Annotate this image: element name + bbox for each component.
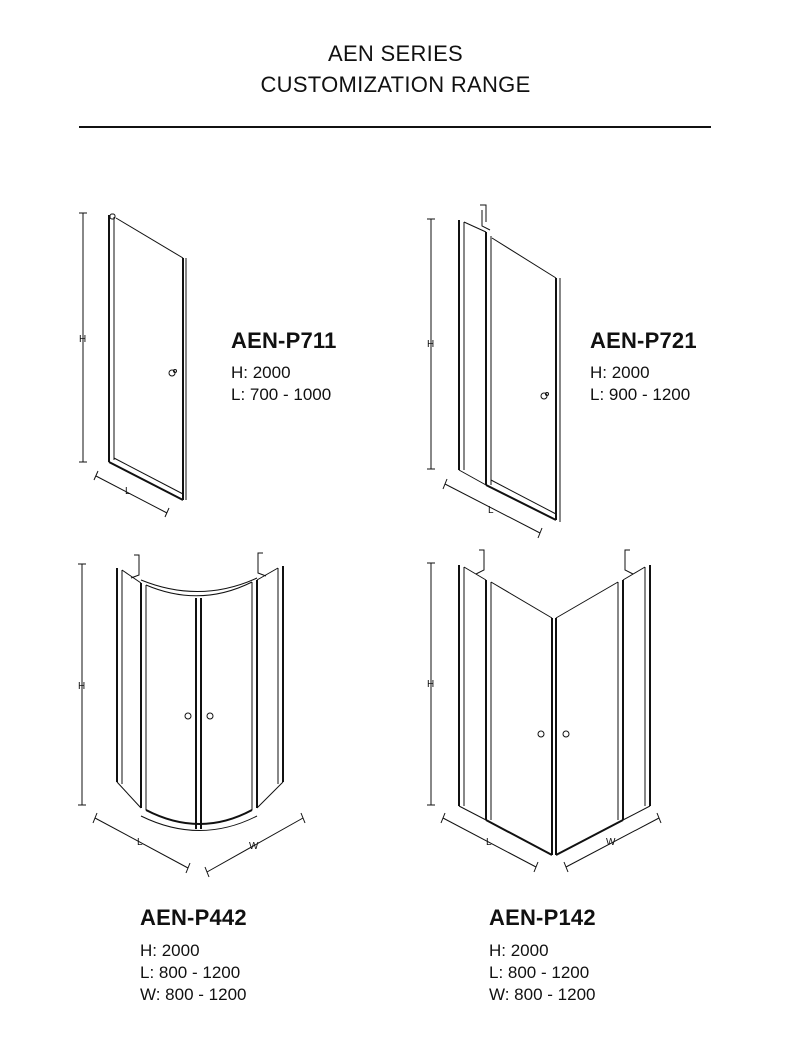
spec-height: H: 2000: [140, 941, 200, 960]
height-label-p711: H: [79, 334, 87, 345]
spec-height: H: 2000: [590, 363, 650, 382]
specs-aen-p711: [231, 362, 331, 406]
page-title-line-1: AEN SERIES: [327, 41, 464, 66]
model-name-aen-p142: AEN-P142: [489, 905, 596, 930]
spec-length: L: 800 - 1200: [489, 963, 590, 982]
height-label-p142: H: [427, 679, 435, 690]
height-label-p442: H: [78, 681, 86, 692]
drawing-aen-p442: [78, 553, 305, 877]
page-title-line-2: CUSTOMIZATION RANGE: [260, 72, 531, 97]
length-label-p142: L: [486, 837, 492, 848]
width-label-p442: W: [249, 841, 259, 852]
spec-length: L: 900 - 1200: [590, 385, 691, 404]
spec-length: L: 700 - 1000: [231, 385, 332, 404]
spec-height: H: 2000: [231, 363, 291, 382]
length-label-p442: L: [137, 837, 143, 848]
spec-width: W: 800 - 1200: [140, 985, 247, 1004]
specs-aen-p142: [489, 940, 595, 1006]
spec-height: H: 2000: [489, 941, 549, 960]
spec-length: L: 800 - 1200: [140, 963, 241, 982]
model-name-aen-p721: AEN-P721: [590, 328, 697, 353]
length-label-p721: L: [488, 505, 494, 516]
height-label-p721: H: [427, 339, 435, 350]
specs-aen-p442: [140, 940, 246, 1006]
specs-aen-p721: [590, 362, 690, 406]
model-name-aen-p442: AEN-P442: [140, 905, 247, 930]
drawing-aen-p721: [427, 205, 560, 538]
length-label-p711: L: [125, 486, 131, 497]
width-label-p142: W: [606, 837, 616, 848]
spec-width: W: 800 - 1200: [489, 985, 596, 1004]
drawing-aen-p711: [79, 213, 186, 517]
drawing-aen-p142: [427, 550, 661, 872]
model-name-aen-p711: AEN-P711: [231, 328, 337, 353]
